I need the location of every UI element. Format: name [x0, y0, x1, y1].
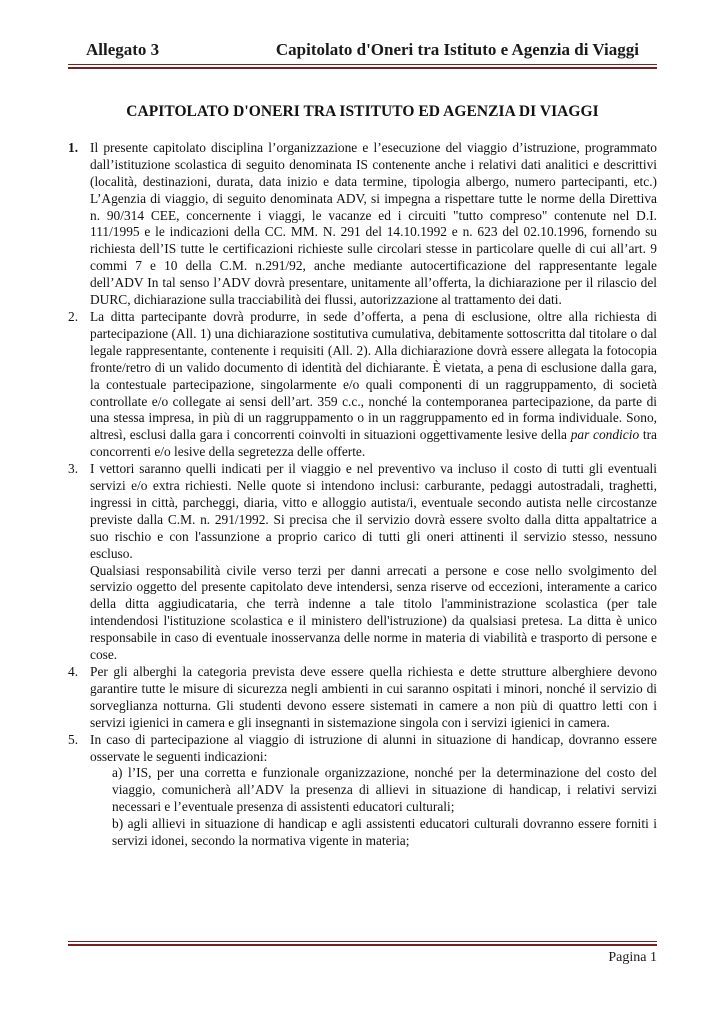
- footer-rule: [68, 941, 657, 946]
- header-rule: [68, 64, 657, 69]
- clause-text-continued: Qualsiasi responsabilità civile verso terzi per danni arrecati a persone e cose nello svolgimento del servizio oggetto del presente capitolato deve intendersi, senza riserve od eccezioni, interamente a carico della ditta aggiudicataria, che terrà indenne a tale titolo l'amministrazione scolastica (per tale intendendosi l'istituzione scolastica e il ministero dell'istruzione) da qualsiasi pretesa. La ditta è unico responsabile in caso di eventuale inosservanza delle norme in materia di viabilità e trasporto di persone e cose.: [90, 562, 657, 663]
- header-document-title: Capitolato d'Oneri tra Istituto e Agenzia di Viaggi: [275, 40, 639, 59]
- clause-text: [90, 309, 657, 461]
- clause-subitem-a: a) l’IS, per una corretta e funzionale organizzazione, nonché per la determinazione del costo del viaggio, comunicherà all’ADV la presenza di allievi in situazione di handicap, i relativi servizi necessari e l’eventuale presenza di assistenti educatori culturali;: [112, 765, 657, 815]
- document-body: [68, 104, 657, 850]
- document-title: CAPITOLATO D'ONERI TRA ISTITUTO ED AGENZIA DI VIAGGI: [126, 103, 599, 120]
- clause-number: 1.: [68, 139, 79, 155]
- clause-number: 5.: [68, 731, 79, 747]
- clause-4: [68, 664, 657, 732]
- clause-text: Il presente capitolato disciplina l’organizzazione e l’esecuzione del viaggio d’istruzione, programmato dall’istituzione scolastica di seguito denominata IS contenente anche i relativi dati analitici e descrittivi (località, destinazioni, durata, data inizio e data termine, tipologia albergo, numero partecipanti, etc.) L’Agenzia di viaggio, di seguito denominata ADV, si impegna a rispettare tutte le norme della Direttiva n. 90/314 CEE, concernente i viaggi, le vacanze ed i circuiti "tutto compreso" contenute nel D.I. 111/1995 e le indicazioni della CC. MM. N. 291 del 14.10.1992 e n. 623 del 02.10.1996, fornendo su richiesta dell’IS tutte le certificazioni richieste sulle circolari stesse in particolare quelle di cui all’art. 9 commi 7 e 10 della C.M. n.291/92, anche mediante autocertificazione del rappresentante legale dell’ADV In tal senso l’ADV dovrà presentare, unitamente all’offerta, la dichiarazione per il rilascio del DURC, dichiarazione sulla tracciabilità dei flussi, autorizzazione al trattamento dei dati.: [90, 139, 657, 308]
- page-number: Pagina 1: [608, 950, 657, 965]
- clause-subitem-b: b) agli allievi in situazione di handicap e agli assistenti educatori culturali dovranno essere forniti i servizi idonei, secondo la normativa vigente in materia;: [112, 816, 657, 849]
- clause-text: Per gli alberghi la categoria prevista deve essere quella richiesta e dette strutture alberghiere devono garantire tutte le misure di sicurezza negli ambienti in cui saranno ospitati i minori, nonché il servizio di sorveglianza notturna. Gli studenti devono essere sistemati in camere a non più di quattro letti con i servizi igienici in camera e gli insegnanti in sistemazione singola con i servizi igienici in camera.: [90, 664, 657, 730]
- clause-2: [68, 309, 657, 461]
- header-annex-label: Allegato 3: [86, 40, 160, 59]
- clause-italic-term: par condicio: [570, 427, 640, 443]
- clause-number: 4.: [68, 664, 79, 679]
- clause-text: I vettori saranno quelli indicati per il viaggio e nel preventivo va incluso il costo di tutti gli eventuali servizi e/o extra richiesti. Nelle quote si intendono inclusi: carburante, pedaggi autostradali, traghetti, ingressi in città, parcheggi, diaria, vitto e alloggio autista/i, eventuale secondo autista nelle circostanze previste dalla C.M. n. 291/1992. Si precisa che il servizio dovrà essere svolto dalla ditta appaltatrice a suo rischio e con l'assunzione a proprio carico di tutti gli oneri attinenti il servizio stesso, nessuno escluso.: [90, 461, 657, 561]
- clause-number: 2.: [68, 308, 79, 324]
- clause-3: [68, 461, 657, 664]
- clause-5: [68, 732, 657, 850]
- clause-text: In caso di partecipazione al viaggio di istruzione di alunni in situazione di handicap, dovranno essere osservate le seguenti indicazioni:: [90, 731, 657, 764]
- clause-number: 3.: [68, 461, 79, 477]
- clause-text-part: tra concorrenti e/o lesive della segretezza delle offerte.: [90, 427, 657, 460]
- clause-text-part: La ditta partecipante dovrà produrre, in sede d’offerta, a pena di esclusione, oltre alla richiesta di partecipazione (All. 1) una dichiarazione sostitutiva cumulativa, debitamente sottoscritta dal titolare o dal legale rappresentante, contenente i requisiti (All. 2). Alla dichiarazione dovrà essere allegata la fotocopia fronte/retro di un valido documento di identità del dichiarante. È vietata, a pena di esclusione dalla gara, la contestuale partecipazione, singolarmente e/o quali componenti di un raggruppamento, di società controllate e/o collegate ai sensi dell’art. 359 c.c., nonché la contemporanea partecipazione, da parte di una stessa impresa, in più di un raggruppamento o in un raggruppamento ed in forma individuale. Sono, altresì, esclusi dalla gara i concorrenti coinvolti in situazioni oggettivamente lesive della: [90, 308, 657, 443]
- clause-1: [68, 140, 657, 309]
